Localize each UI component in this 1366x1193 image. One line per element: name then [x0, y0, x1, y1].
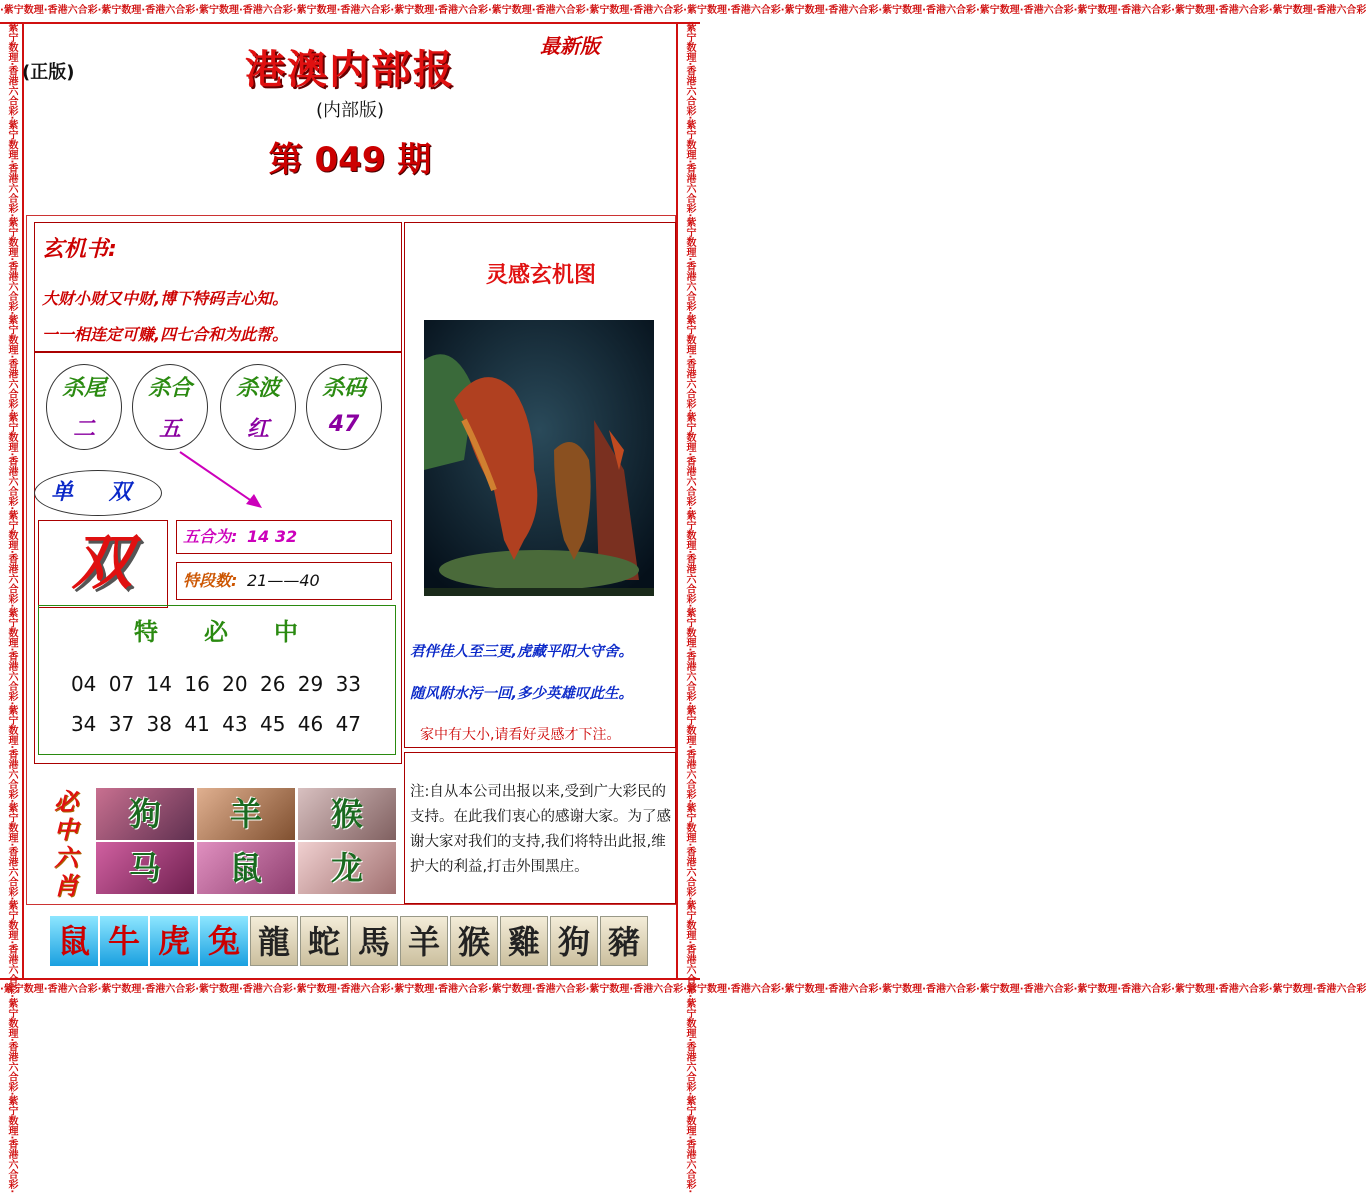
- pick-value: 二: [72, 417, 95, 442]
- zodiac-bar-cell: 蛇: [300, 916, 348, 966]
- odd-even-oval: 单 双: [34, 470, 162, 516]
- top-border: ·紫宁数理·香港六合彩·紫宁数理·香港六合彩·紫宁数理·香港六合彩·紫宁数理·香港六合彩·紫宁数理·香港六合彩·紫宁数理·香港六合彩·紫宁数理·香港六合彩·紫宁数理·香港六合彩·紫宁数理·香港六合彩·紫宁数理·香港六合彩·紫宁数理·香港六合彩·紫宁数理·香港六合彩·紫宁数理·香港六合彩·紫宁数理·香港六合彩: [0, 0, 700, 24]
- six-zodiac-label: [46, 788, 86, 900]
- subtitle: (内部版): [315, 100, 385, 121]
- five-combo-box: [176, 520, 392, 554]
- poem-line-1: 君伴佳人至三更,虎藏平阳大守舍。: [410, 644, 634, 660]
- pick-oval-combo: [132, 364, 208, 450]
- inspiration-title: 灵感玄机图: [485, 262, 596, 288]
- zodiac-tile: [197, 788, 295, 840]
- right-border: 紫宁数理·香港六合彩·紫宁数理·香港六合彩·紫宁数理·香港六合彩·紫宁数理·香港六合彩·紫宁数理·香港六合彩·紫宁数理·香港六合彩·紫宁数理·香港六合彩·紫宁数理·香港六合彩·紫宁数理·香港六合彩·紫宁数理·香港六合彩·紫宁数理·香港六合彩·紫宁数理·香港六合彩·: [676, 22, 700, 980]
- zodiac-tile-label: 龙: [330, 849, 363, 887]
- pick-oval-tail: [46, 364, 122, 450]
- zodiac-bar-cell: 兔: [200, 916, 248, 966]
- pick-label: 杀合: [147, 376, 192, 401]
- pick-value: 47: [328, 412, 360, 437]
- zodiac-tile: [96, 842, 194, 894]
- special-pick-title: 特必中: [134, 618, 344, 646]
- zodiac-bar-cell: 虎: [150, 916, 198, 966]
- pick-oval-wave: [220, 364, 296, 450]
- zodiac-tile: [298, 788, 396, 840]
- zodiac-bar-cell: 馬: [350, 916, 398, 966]
- xuanji-title: 玄机书:: [42, 237, 117, 262]
- odd-even-answer: 双: [72, 528, 132, 598]
- zodiac-tile-label: 马: [128, 849, 161, 887]
- zodiac-tile: [298, 842, 396, 894]
- pick-value: 红: [246, 417, 269, 442]
- zodiac-bar-cell: 羊: [400, 916, 448, 966]
- zodiac-tile-label: 猴: [330, 795, 363, 833]
- zodiac-bar-cell: 鼠: [50, 916, 98, 966]
- xuanji-line-1: 大财小财又中财,博下特码吉心知。: [42, 289, 289, 308]
- bottom-border: ·紫宁数理·香港六合彩·紫宁数理·香港六合彩·紫宁数理·香港六合彩·紫宁数理·香港六合彩·紫宁数理·香港六合彩·紫宁数理·香港六合彩·紫宁数理·香港六合彩·紫宁数理·香港六合彩·紫宁数理·香港六合彩·紫宁数理·香港六合彩·紫宁数理·香港六合彩·紫宁数理·香港六合彩·紫宁数理·香港六合彩·紫宁数理·香港六合彩: [0, 978, 700, 1000]
- zodiac-tile: [197, 842, 295, 894]
- dinosaur-photo: [424, 320, 654, 596]
- pick-value: 五: [158, 417, 181, 442]
- edition-right: 最新版: [540, 34, 600, 58]
- zodiac-tile-label: 羊: [229, 795, 262, 833]
- pick-label: 杀尾: [61, 376, 106, 401]
- inspiration-note: 家中有大小,请看好灵感才下注。: [420, 727, 621, 743]
- poem-line-2: 随风附水污一回,多少英雄叹此生。: [410, 686, 634, 702]
- zodiac-bar-cell: 豬: [600, 916, 648, 966]
- edition-left: (正版): [22, 62, 75, 83]
- six-zodiac-grid: [96, 788, 396, 894]
- zodiac-bar-cell: 狗: [550, 916, 598, 966]
- pick-label: 杀波: [235, 376, 280, 401]
- pick-label: 杀码: [321, 376, 366, 401]
- zodiac-tile-label: 鼠: [229, 849, 262, 887]
- left-border: 紫宁数理·香港六合彩·紫宁数理·香港六合彩·紫宁数理·香港六合彩·紫宁数理·香港六合彩·紫宁数理·香港六合彩·紫宁数理·香港六合彩·紫宁数理·香港六合彩·紫宁数理·香港六合彩·紫宁数理·香港六合彩·紫宁数理·香港六合彩·紫宁数理·香港六合彩·紫宁数理·香港六合彩·: [0, 22, 24, 980]
- five-combo-value: 14 32: [246, 527, 298, 546]
- segment-label: 特段数:: [183, 571, 238, 590]
- dinosaur-image: [424, 320, 654, 596]
- page-title: 港澳内部报: [245, 46, 455, 93]
- zodiac-bar-cell: 龍: [250, 916, 298, 966]
- notice-text: 注:自从本公司出报以来,受到广大彩民的支持。在此我们衷心的感谢大家。为了感谢大家对我们的支持,我们将特出此报,维护大的利益,打击外围黑庄。: [410, 784, 671, 875]
- pointer-arrow: [170, 446, 270, 516]
- six-zodiac-label-text: 必 中 六 肖: [54, 788, 78, 900]
- xuanji-line-2: 一一相连定可赚,四七合和为此帮。: [42, 325, 289, 344]
- zodiac-bar-cell: 牛: [100, 916, 148, 966]
- zodiac-bar-cell: 猴: [450, 916, 498, 966]
- five-combo-label: 五合为:: [183, 527, 238, 546]
- special-pick-row-2: 34 37 38 41 43 45 46 47: [70, 712, 362, 736]
- segment-value: 21——40: [246, 571, 320, 590]
- pick-oval-code: [306, 364, 382, 450]
- zodiac-tile-label: 狗: [128, 795, 161, 833]
- zodiac-tile: [96, 788, 194, 840]
- special-pick-row-1: 04 07 14 16 20 26 29 33: [70, 672, 362, 696]
- issue-number: 第 049 期: [268, 140, 432, 180]
- zodiac-bar: [50, 916, 650, 966]
- segment-box: [176, 562, 392, 600]
- zodiac-bar-cell: 雞: [500, 916, 548, 966]
